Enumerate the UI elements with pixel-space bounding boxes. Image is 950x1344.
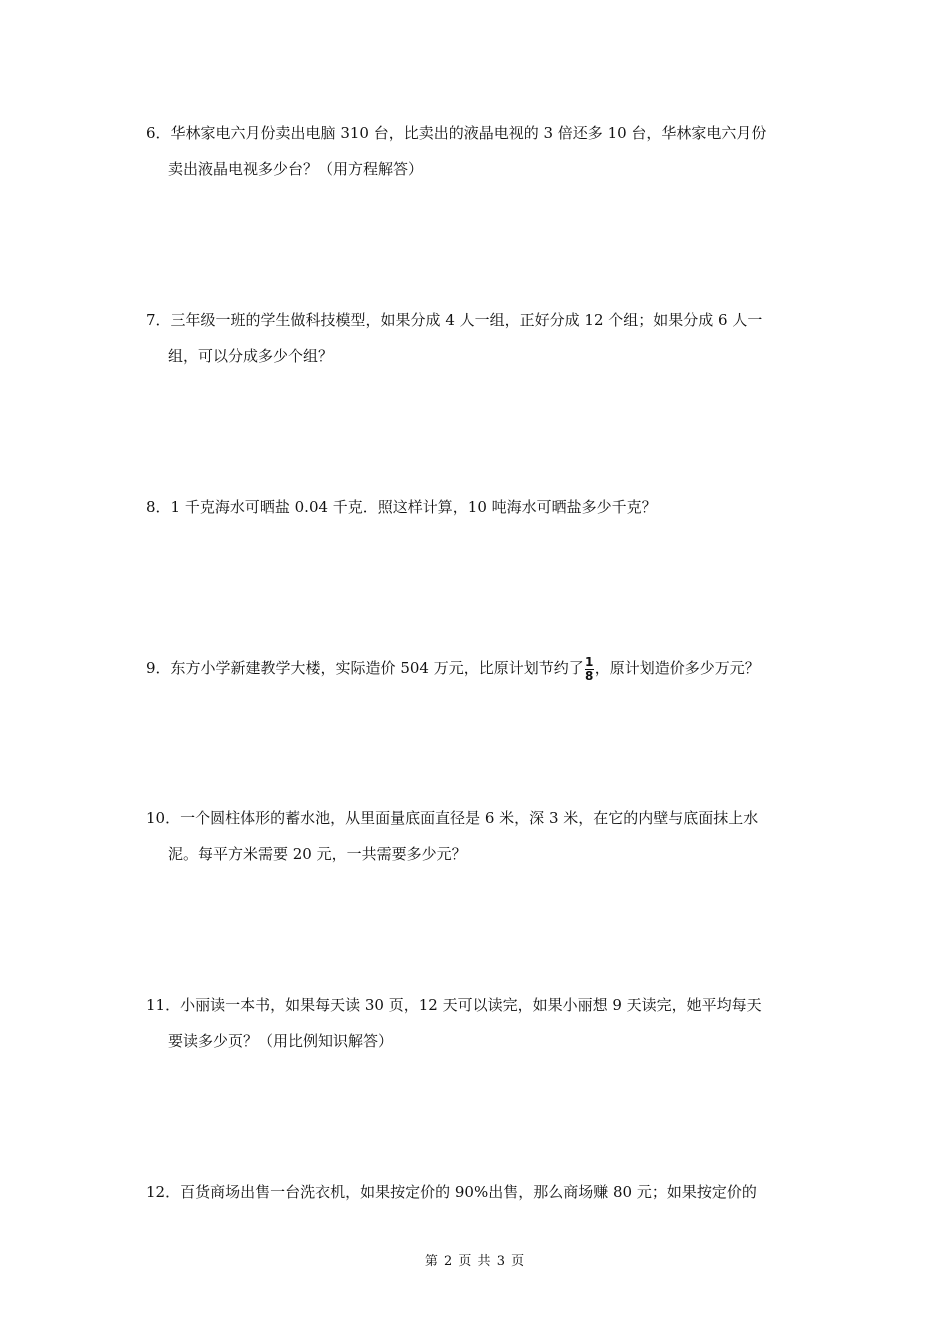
question-number: 12． xyxy=(146,1183,181,1201)
question-7 xyxy=(146,302,826,374)
question-text: 华林家电六月份卖出电脑 310 台，比卖出的液晶电视的 3 倍还多 10 台，华林家电六月份 xyxy=(170,124,767,142)
question-7-line-2: 组，可以分成多少个组？ xyxy=(168,347,334,365)
question-text-before: 东方小学新建教学大楼，实际造价 504 万元，比原计划节约了 xyxy=(170,659,584,677)
question-11-line-2: 要读多少页？（用比例知识解答） xyxy=(168,1032,394,1050)
question-10 xyxy=(146,800,826,872)
question-text: 百货商场出售一台洗衣机，如果按定价的 90%出售，那么商场赚 80 元；如果按定价的 xyxy=(180,1183,757,1201)
fraction-one-eighth xyxy=(585,656,594,683)
question-number: 9． xyxy=(146,659,171,677)
question-6 xyxy=(146,115,826,187)
question-text: 一个圆柱体形的蓄水池，从里面量底面直径是 6 米，深 3 米，在它的内壁与底面抹上水 xyxy=(180,809,759,827)
question-8 xyxy=(146,489,826,525)
question-text: 三年级一班的学生做科技模型，如果分成 4 人一组，正好分成 12 个组；如果分成 6 人一 xyxy=(170,311,763,329)
question-6-line-1 xyxy=(146,115,826,151)
question-9 xyxy=(146,650,826,686)
question-12-line-1 xyxy=(146,1174,826,1210)
question-11-line-1 xyxy=(146,987,826,1023)
question-number: 6． xyxy=(146,124,171,142)
question-11 xyxy=(146,987,826,1059)
fraction-numerator: 1 xyxy=(585,654,594,669)
page-footer: 第 2 页 共 3 页 xyxy=(424,1254,526,1269)
question-6-line-2: 卖出液晶电视多少台？（用方程解答） xyxy=(168,160,424,178)
question-text: 小丽读一本书，如果每天读 30 页，12 天可以读完，如果小丽想 9 天读完，她平均每天 xyxy=(180,996,762,1014)
question-10-line-1 xyxy=(146,800,826,836)
question-9-line-1 xyxy=(146,650,826,686)
question-10-line-2: 泥。每平方米需要 20 元，一共需要多少元？ xyxy=(168,845,467,863)
question-number: 7． xyxy=(146,311,171,329)
question-number: 8． xyxy=(146,498,171,516)
question-text: 1 千克海水可晒盐 0.04 千克．照这样计算，10 吨海水可晒盐多少千克？ xyxy=(170,498,657,516)
question-7-line-1 xyxy=(146,302,826,338)
question-number: 11． xyxy=(146,996,181,1014)
question-12 xyxy=(146,1174,826,1210)
question-8-line-1 xyxy=(146,489,826,525)
question-number: 10． xyxy=(146,809,181,827)
question-text-after: ，原计划造价多少万元？ xyxy=(594,659,760,677)
fraction-denominator: 8 xyxy=(585,668,594,683)
